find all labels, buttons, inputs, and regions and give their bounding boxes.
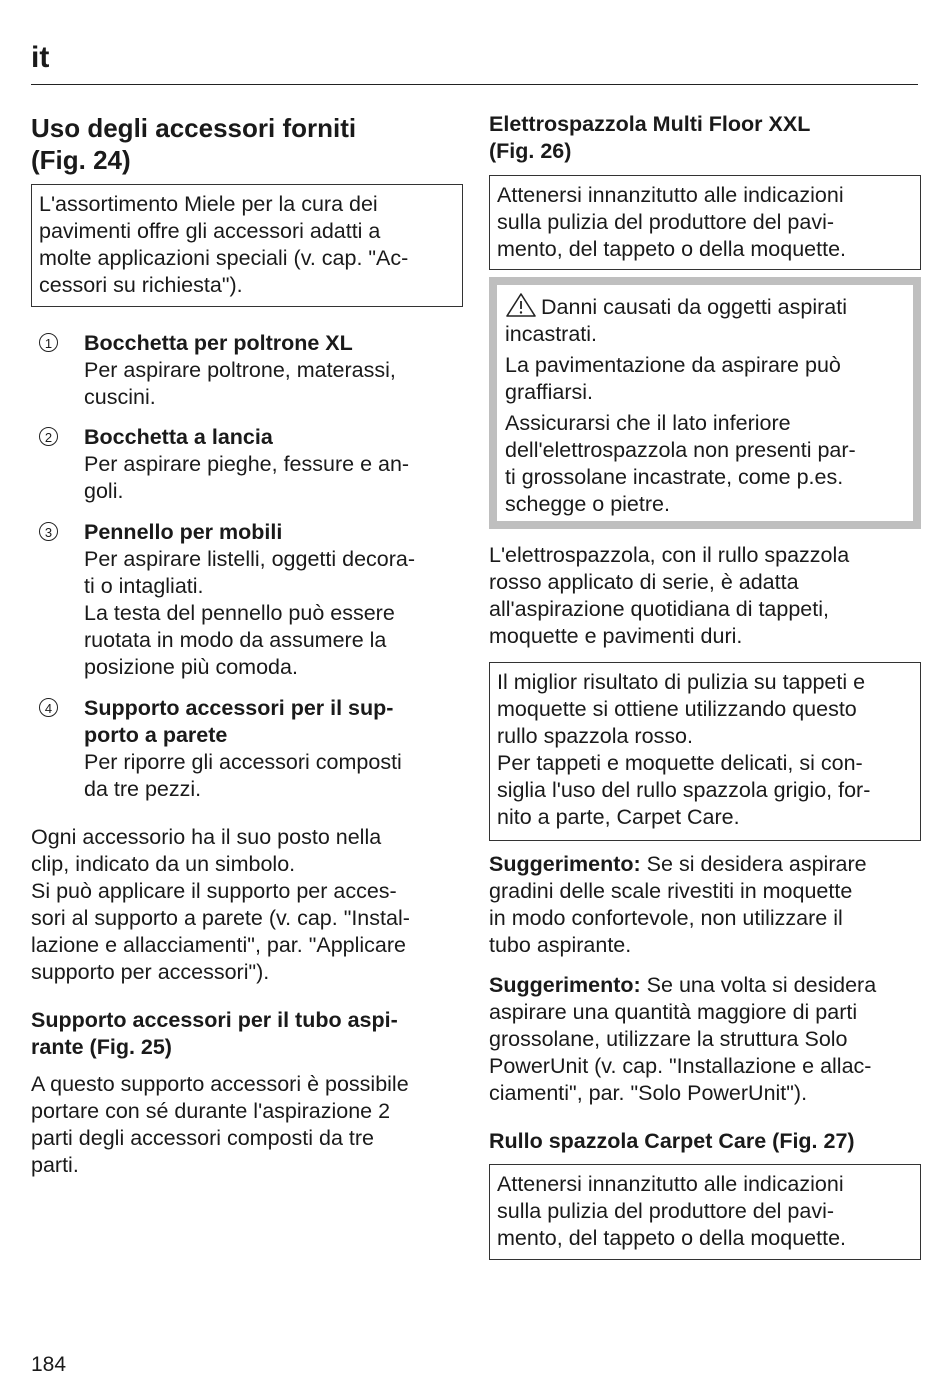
box-line: nito a parte, Carpet Care. [497,805,740,829]
paragraph-line: parti. [31,1153,79,1177]
paragraph-line: clip, indicato da un simbolo. [31,852,296,876]
box-line: siglia l'uso del rullo spazzola grigio, for- [497,778,871,802]
item-description: Per aspirare poltrone, materassi, [84,358,396,382]
box-line: Per tappeti e moquette delicati, si con- [497,751,863,775]
section-title-line-1: Uso degli accessori forniti [31,113,357,143]
paragraph-line: supporto per accessori"). [31,960,270,984]
item-number-badge: 2 [39,427,58,446]
brush-paragraph [489,542,921,650]
paragraph-line: L'elettrospazzola, con il rullo spazzola [489,543,850,567]
header-rule [31,84,918,85]
warning-title: Danni causati da oggetti aspirati [541,295,847,319]
item-description: Per aspirare listelli, oggetti decora- [84,547,416,571]
warning-line: La pavimentazione da aspirare può [505,353,841,377]
tip-line: tubo aspirante. [489,933,632,957]
item-heading: Bocchetta a lancia [84,425,273,449]
item-description: Per aspirare pieghe, fessure e an- [84,452,410,476]
carpet-instruction-box [489,1164,921,1260]
tip-label: Suggerimento: [489,973,641,997]
box-line: Il miglior risultato di pulizia su tappeti e [497,670,866,694]
paragraph-line: sori al supporto a parete (v. cap. "Instal- [31,906,410,930]
tip-line: ciamenti", par. "Solo PowerUnit"). [489,1081,808,1105]
tube-paragraph [31,1071,463,1179]
box-line: mento, del tappeto o della moquette. [497,237,847,261]
item-number-badge: 3 [39,522,58,541]
tip-line: gradini delle scale rivestiti in moquette [489,879,853,903]
box-line: mento, del tappeto o della moquette. [497,1226,847,1250]
tip-powerunit [489,972,921,1107]
instruction-box [489,175,921,270]
intro-box [31,184,463,307]
item-heading: Pennello per mobili [84,520,283,544]
item-text [84,695,464,803]
paragraph-line: lazione e allacciamenti", par. "Applicare [31,933,406,957]
heading-line: rante (Fig. 25) [31,1035,172,1059]
warning-icon [505,292,537,318]
intro-line: molte applicazioni speciali (v. cap. "Ac- [39,246,409,270]
section-title-line-2: (Fig. 24) [31,145,131,175]
item-heading: Bocchetta per poltrone XL [84,331,353,355]
item-description: posizione più comoda. [84,655,298,679]
tip-line: grossolane, utilizzare la struttura Solo [489,1027,848,1051]
paragraph-line: rosso applicato di serie, è adatta [489,570,799,594]
item-description: goli. [84,479,124,503]
paragraph-line: Si può applicare il supporto per acces- [31,879,397,903]
item-text [84,424,464,505]
paragraph-line: Ogni accessorio ha il suo posto nella [31,825,382,849]
heading-line: Supporto accessori per il tubo aspi- [31,1008,398,1032]
box-line: Attenersi innanzitutto alle indicazioni [497,183,844,207]
tip-label: Suggerimento: [489,852,641,876]
item-number-badge: 1 [39,333,58,352]
warning-line: ti grossolane incastrate, come p.es. [505,465,844,489]
item-description: da tre pezzi. [84,777,202,801]
paragraph-line: A questo supporto accessori è possibile [31,1072,409,1096]
tip-line: Se si desidera aspirare [640,852,867,876]
box-line: sulla pulizia del produttore del pavi- [497,1199,835,1223]
heading-multi-floor [489,111,921,165]
warning-box [489,277,921,529]
item-heading: Supporto accessori per il sup- [84,696,394,720]
box-line: moquette si ottiene utilizzando questo [497,697,857,721]
warning-line: dell'elettrospazzola non presenti par- [505,438,856,462]
paragraph-line: all'aspirazione quotidiana di tappeti, [489,597,829,621]
tip-line: in modo confortevole, non utilizzare il [489,906,843,930]
paragraph-line: moquette e pavimenti duri. [489,624,743,648]
tip-line: PowerUnit (v. cap. "Installazione e allac- [489,1054,872,1078]
warning-line: Assicurarsi che il lato inferiore [505,411,791,435]
heading-tube-support [31,1007,463,1061]
item-description: ti o intagliati. [84,574,204,598]
section-title [31,112,463,176]
result-box [489,662,921,841]
language-code: it [31,41,50,74]
heading-line: (Fig. 26) [489,139,572,163]
clip-paragraph [31,824,463,986]
item-description: ruotata in modo da assumere la [84,628,387,652]
item-description: La testa del pennello può essere [84,601,395,625]
item-description: cuscini. [84,385,156,409]
paragraph-line: parti degli accessori composti da tre [31,1126,374,1150]
box-line: rullo spazzola rosso. [497,724,693,748]
item-text [84,330,464,411]
intro-line: L'assortimento Miele per la cura dei [39,192,378,216]
item-heading: porto a parete [84,723,228,747]
heading-carpet-care: Rullo spazzola Carpet Care (Fig. 27) [489,1129,855,1153]
warning-line: incastrati. [505,322,598,346]
intro-line: cessori su richiesta"). [39,273,243,297]
heading-line: Elettrospazzola Multi Floor XXL [489,112,811,136]
paragraph-line: portare con sé durante l'aspirazione 2 [31,1099,391,1123]
item-text [84,519,464,681]
tip-line: Se una volta si desidera [640,973,877,997]
tip-line: aspirare una quantità maggiore di parti [489,1000,858,1024]
box-line: Attenersi innanzitutto alle indicazioni [497,1172,844,1196]
page-number: 184 [31,1353,67,1376]
warning-line: schegge o pietre. [505,492,670,516]
item-number-badge: 4 [39,698,58,717]
tip-stairs [489,851,921,959]
item-description: Per riporre gli accessori composti [84,750,402,774]
warning-line: graffiarsi. [505,380,594,404]
intro-line: pavimenti offre gli accessori adatti a [39,219,381,243]
box-line: sulla pulizia del produttore del pavi- [497,210,835,234]
